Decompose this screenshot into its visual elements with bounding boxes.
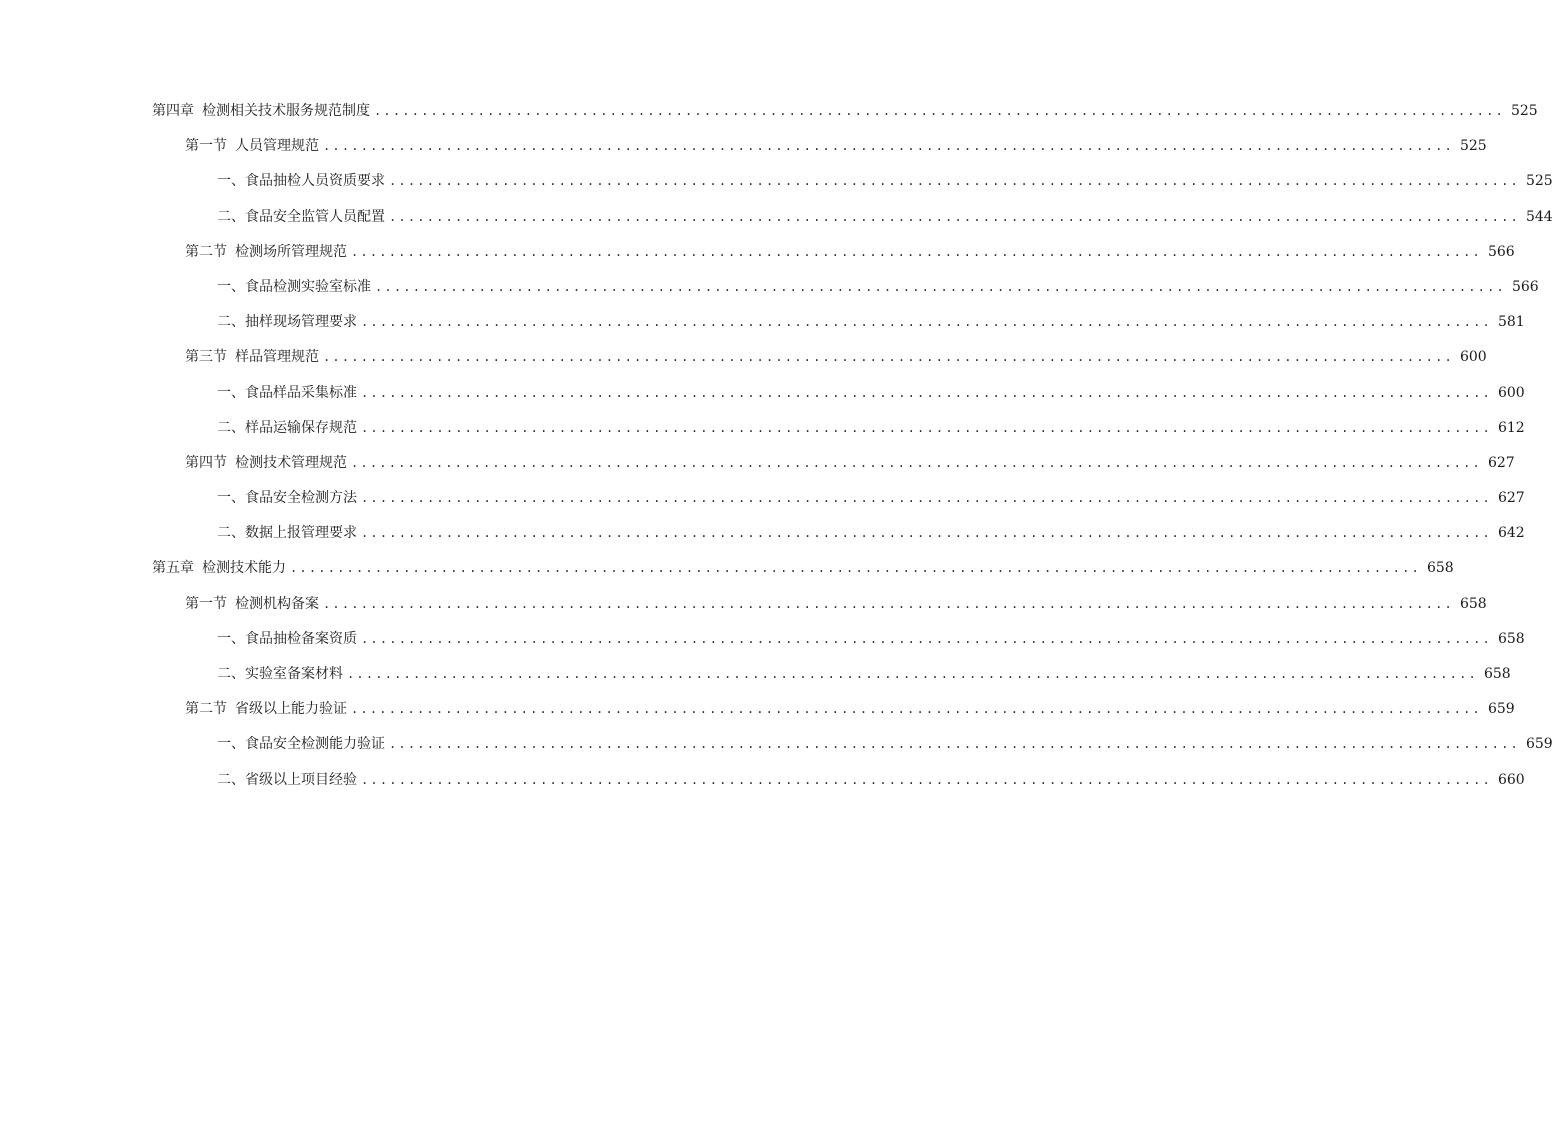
- toc-entry-page-number: 658: [1459, 595, 1487, 612]
- toc-entry[interactable]: [0, 164, 1553, 199]
- toc-entry-page-number: 627: [1487, 454, 1515, 471]
- toc-entry[interactable]: [0, 622, 1525, 657]
- toc-entry-number: 第二节: [185, 243, 227, 260]
- toc-entry-number: 二、: [217, 419, 245, 436]
- toc-entry-number: 第二节: [185, 701, 227, 718]
- toc-entry-page-number: 612: [1497, 419, 1525, 436]
- toc-entry-number: 一、: [217, 173, 245, 190]
- toc-entry[interactable]: [0, 516, 1525, 551]
- toc-entry[interactable]: [0, 727, 1553, 762]
- toc-entry-title: 样品管理规范: [235, 349, 319, 366]
- toc-entry[interactable]: [0, 692, 1515, 727]
- toc-entry-number: 一、: [217, 278, 245, 295]
- toc-dot-leader: ........................................................................................................................: [389, 174, 1520, 189]
- toc-entry-page-number: 600: [1459, 349, 1487, 366]
- toc-entry-page-number: 658: [1426, 560, 1454, 577]
- toc-dot-leader: ........................................................................................................................: [389, 209, 1520, 224]
- toc-entry[interactable]: [0, 763, 1525, 798]
- toc-entry-page-number: 658: [1497, 630, 1525, 647]
- toc-entry-number: 一、: [217, 490, 245, 507]
- toc-dot-leader: ........................................................................................................................: [351, 244, 1482, 259]
- toc-entry-page-number: 642: [1497, 525, 1525, 542]
- toc-entry[interactable]: [0, 446, 1515, 481]
- toc-entry-title: 食品安全监管人员配置: [245, 208, 385, 225]
- toc-dot-leader: ........................................................................................................................: [374, 104, 1505, 118]
- toc-entry-number: 二、: [217, 666, 245, 682]
- toc-entry-page-number: 627: [1497, 490, 1525, 507]
- toc-dot-leader: ........................................................................................................................: [389, 737, 1520, 752]
- toc-entry[interactable]: [0, 200, 1553, 235]
- toc-entry-title: 食品样品采集标准: [245, 384, 357, 401]
- toc-dot-leader: ........................................................................................................................: [361, 631, 1492, 646]
- toc-entry-title: 抽样现场管理要求: [245, 314, 357, 331]
- toc-dot-leader: ........................................................................................................................: [323, 350, 1454, 365]
- toc-entry-title: 检测机构备案: [235, 595, 319, 612]
- toc-entry-page-number: 659: [1487, 701, 1515, 718]
- toc-entry-title: 人员管理规范: [235, 138, 319, 155]
- toc-entry-title: 样品运输保存规范: [245, 419, 357, 436]
- toc-entry-title: 检测场所管理规范: [235, 243, 347, 260]
- toc-entry-number: 第一节: [185, 595, 227, 612]
- toc-entry[interactable]: [0, 305, 1525, 340]
- toc-dot-leader: ........................................................................................................................: [375, 279, 1506, 294]
- toc-entry-page-number: 659: [1525, 736, 1553, 753]
- toc-entry-title: 省级以上项目经验: [245, 771, 357, 788]
- toc-entry-number: 第三节: [185, 349, 227, 366]
- toc-entry-title: 实验室备案材料: [245, 666, 343, 682]
- toc-entry[interactable]: [0, 94, 1538, 129]
- toc-entry[interactable]: [0, 481, 1525, 516]
- toc-entry-page-number: 566: [1511, 278, 1539, 295]
- toc-entry-title: 检测技术管理规范: [235, 454, 347, 471]
- toc-entry-page-number: 658: [1483, 666, 1511, 682]
- toc-dot-leader: ........................................................................................................................: [361, 315, 1492, 330]
- toc-dot-leader: ........................................................................................................................: [361, 491, 1492, 506]
- toc-entry[interactable]: [0, 270, 1539, 305]
- toc-entry-page-number: 660: [1497, 771, 1525, 788]
- toc-entry[interactable]: [0, 587, 1487, 622]
- toc-entry[interactable]: [0, 411, 1525, 446]
- toc-entry[interactable]: [0, 129, 1487, 164]
- toc-entry[interactable]: [0, 376, 1525, 411]
- toc-entry[interactable]: [0, 235, 1515, 270]
- toc-dot-leader: ........................................................................................................................: [351, 455, 1482, 470]
- toc-dot-leader: ........................................................................................................................: [361, 526, 1492, 541]
- toc-entry-number: 二、: [217, 208, 245, 225]
- toc-dot-leader: ........................................................................................................................: [290, 561, 1421, 576]
- toc-entry-number: 一、: [217, 736, 245, 753]
- toc-entry-number: 二、: [217, 314, 245, 331]
- toc-entry-title: 食品安全检测能力验证: [245, 736, 385, 753]
- toc-entry-title: 食品安全检测方法: [245, 490, 357, 507]
- toc-dot-leader: ........................................................................................................................: [361, 420, 1492, 435]
- toc-entry-page-number: 525: [1510, 103, 1538, 119]
- toc-entry[interactable]: [0, 340, 1487, 375]
- toc-entry-title: 数据上报管理要求: [245, 525, 357, 542]
- toc-dot-leader: ........................................................................................................................: [361, 772, 1492, 787]
- toc-entry-number: 二、: [217, 771, 245, 788]
- toc-entry-number: 第四章: [152, 103, 194, 119]
- toc-entry-number: 第五章: [152, 560, 194, 577]
- toc-entry-page-number: 600: [1497, 384, 1525, 401]
- toc-entry-page-number: 581: [1497, 314, 1525, 331]
- toc-entry-title: 食品抽检备案资质: [245, 630, 357, 647]
- toc-entry-title: 检测相关技术服务规范制度: [202, 103, 370, 119]
- toc-dot-leader: ........................................................................................................................: [347, 667, 1478, 681]
- toc-entry-number: 第一节: [185, 138, 227, 155]
- toc-entry-page-number: 544: [1525, 208, 1553, 225]
- toc-dot-leader: ........................................................................................................................: [323, 139, 1454, 154]
- toc-entry[interactable]: [0, 657, 1511, 692]
- toc-entry-title: 检测技术能力: [202, 560, 286, 577]
- toc-dot-leader: ........................................................................................................................: [361, 385, 1492, 400]
- table-of-contents: [0, 94, 1553, 798]
- toc-entry-number: 第四节: [185, 454, 227, 471]
- toc-dot-leader: ........................................................................................................................: [323, 596, 1454, 611]
- toc-entry-number: 二、: [217, 525, 245, 542]
- toc-entry-page-number: 525: [1525, 173, 1553, 190]
- toc-entry-number: 一、: [217, 384, 245, 401]
- toc-entry[interactable]: [0, 551, 1454, 586]
- toc-entry-title: 食品抽检人员资质要求: [245, 173, 385, 190]
- toc-dot-leader: ........................................................................................................................: [351, 702, 1482, 717]
- toc-entry-page-number: 566: [1487, 243, 1515, 260]
- toc-entry-page-number: 525: [1459, 138, 1487, 155]
- toc-entry-title: 省级以上能力验证: [235, 701, 347, 718]
- toc-entry-number: 一、: [217, 630, 245, 647]
- toc-entry-title: 食品检测实验室标准: [245, 278, 371, 295]
